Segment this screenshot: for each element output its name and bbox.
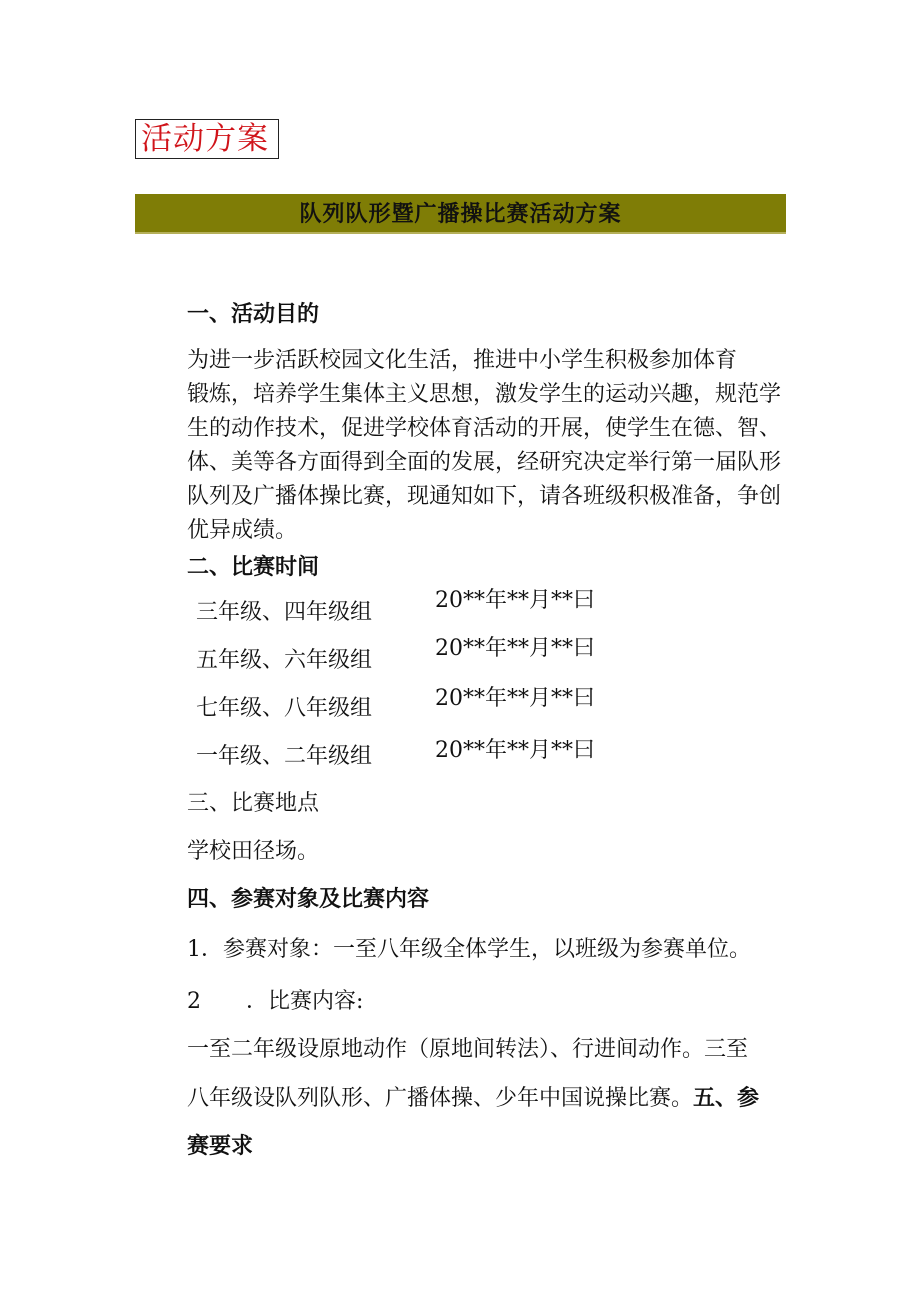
schedule-date: 20**年**月**曰	[435, 686, 595, 711]
section-heading-participants: 四、参赛对象及比赛内容	[187, 886, 430, 912]
paragraph-line: 为进一步活跃校园文化生活，推进中小学生积极参加体育	[187, 348, 738, 373]
paragraph-line: 锻炼，培养学生集体主义思想，激发学生的运动兴趣，规范学	[187, 382, 782, 407]
stamp-label: 活动方案	[135, 119, 279, 159]
content-item-label: ．比赛内容:	[246, 989, 364, 1014]
paragraph-line: 队列及广播体操比赛，现通知如下，请各班级积极准备，争创	[187, 484, 782, 509]
content-line	[187, 1082, 759, 1115]
paragraph-line: 优异成绩。	[187, 518, 298, 543]
section-heading-requirements-start: 五、参	[693, 1085, 760, 1111]
section-heading-time: 二、比赛时间	[187, 554, 320, 580]
content-item-number: 2	[187, 989, 201, 1014]
schedule-date: 20**年**月**曰	[435, 738, 595, 763]
schedule-group: 七年级、八年级组	[196, 696, 373, 721]
content-line-text: 八年级设队列队形、广播体操、少年中国说操比赛。	[187, 1086, 694, 1111]
banner-title: 队列队形暨广播操比赛活动方案	[135, 194, 786, 234]
schedule-group: 五年级、六年级组	[196, 648, 373, 673]
schedule-group: 一年级、二年级组	[196, 744, 373, 769]
section-heading-requirements-end: 赛要求	[187, 1133, 254, 1159]
schedule-date: 20**年**月**曰	[435, 588, 595, 613]
venue-text: 学校田径场。	[187, 839, 320, 864]
section-heading-venue: 三、比赛地点	[187, 791, 320, 816]
paragraph-line: 体、美等各方面得到全面的发展，经研究决定举行第一届队形	[187, 450, 782, 475]
content-line: 一至二年级设原地动作（原地间转法）、行进间动作。三至	[187, 1037, 749, 1062]
schedule-group: 三年级、四年级组	[196, 600, 373, 625]
participants-item: 1．参赛对象：一至八年级全体学生，以班级为参赛单位。	[187, 937, 751, 962]
section-heading-purpose: 一、活动目的	[187, 301, 320, 327]
paragraph-line: 生的动作技术，促进学校体育活动的开展，使学生在德、智、	[187, 416, 782, 441]
purpose-paragraph	[187, 344, 787, 548]
schedule-date: 20**年**月**曰	[435, 636, 595, 661]
